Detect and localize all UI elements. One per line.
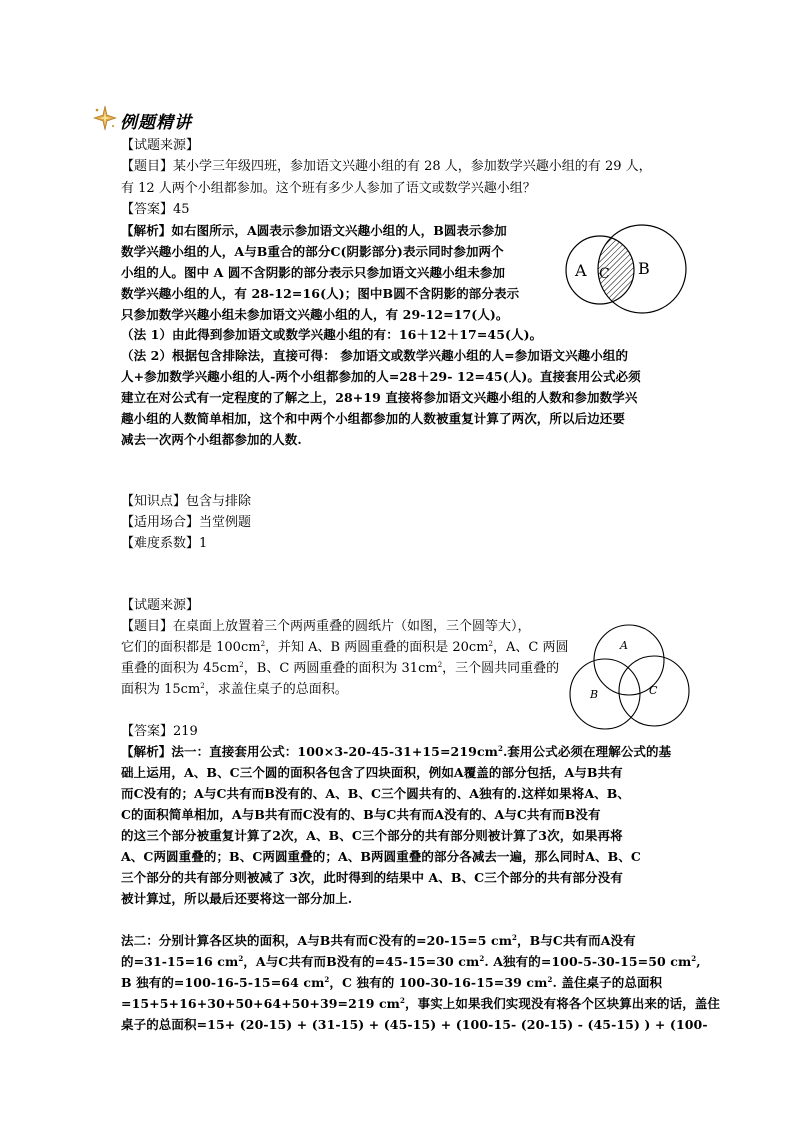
venn-label-a: A bbox=[575, 261, 587, 280]
two-circle-venn-diagram bbox=[560, 222, 690, 316]
p2-analysis-line-2: 础上运用，A、B、C三个圆的面积各包含了四块面积，例如A覆盖的部分包括，A与B共有 bbox=[121, 765, 623, 780]
p2-method-2-line-1: 法二：分别计算各区块的面积，A与B共有而C没有的=20-15=5 $cm^2$，B与C共有而A没有 bbox=[121, 933, 636, 948]
p2-analysis-line-1: 【解析】法一：直接套用公式：$100\times 3-20-45-31+15=219cm^2$.套用公式必须在理解公式的基 bbox=[121, 744, 672, 759]
p1-method-2-line-5: 减去一次两个小组都参加的人数. bbox=[121, 432, 302, 447]
venn-label-b: B bbox=[638, 259, 650, 278]
three-circle-venn-diagram bbox=[568, 622, 696, 734]
section-heading: 例题精讲 bbox=[120, 113, 192, 133]
p2-question-line-2: 它们的面积都是 $100cm^2$，并知 A、B 两圆重叠的面积是 $20cm^2$，A、C 两圆 bbox=[121, 640, 569, 655]
circle-b bbox=[570, 659, 640, 729]
p1-source: 【试题来源】 bbox=[121, 138, 200, 153]
p1-question-line-1: 【题目】某小学三年级四班，参加语文兴趣小组的有 28 人，参加数学兴趣小组的有 29 人， bbox=[121, 159, 652, 174]
p1-difficulty: 【难度系数】1 bbox=[121, 536, 208, 551]
p1-answer: 【答案】45 bbox=[121, 202, 190, 217]
venn-label-c: C bbox=[649, 684, 658, 697]
p2-analysis-line-7: 三个部分的共有部分则被减了 3次，此时得到的结果中 A、B、C三个部分的共有部分没有 bbox=[121, 870, 623, 885]
p1-method-2-line-3: 建立在对公式有一定程度的了解之上，28+19 直接将参加语文兴趣小组的人数和参加数学兴 bbox=[121, 390, 638, 405]
p2-analysis-line-4: C的面积简单相加，A与B共有而C没有的、B与C共有而A没有的、A与C共有而B没有 bbox=[121, 807, 601, 822]
venn-label-c: C bbox=[599, 266, 610, 282]
p1-question-line-2: 有 12 人两个小组都参加。这个班有多少人参加了语文或数学兴趣小组？ bbox=[121, 181, 536, 196]
p2-method-2-line-3: B 独有的=100-16-5-15=64 $cm^2$，C 独有的 100-30-16-15=39 $cm^2$. 盖住桌子的总面积 bbox=[121, 975, 663, 990]
p1-analysis-line-5: 只参加数学兴趣小组未参加语文兴趣小组的人，有 29-12=17(人)。 bbox=[121, 307, 509, 322]
p2-analysis-line-6: A、C两圆重叠的；B、C两圆重叠的；A、B两圆重叠的部分各减去一遍，那么同时A、B、C bbox=[121, 849, 641, 864]
venn-label-a: A bbox=[620, 639, 628, 652]
p2-analysis-line-5: 的这三个部分被重复计算了2次，A、B、C三个部分的共有部分则被计算了3次，如果再将 bbox=[121, 828, 623, 843]
p1-analysis-line-3: 小组的人。图中 A 圆不含阴影的部分表示只参加语文兴趣小组未参加 bbox=[121, 265, 506, 280]
p1-usage: 【适用场合】当堂例题 bbox=[121, 515, 252, 530]
p2-answer: 【答案】219 bbox=[121, 724, 198, 739]
p1-method-2-line-1: （法 2）根据包含排除法，直接可得： 参加语文或数学兴趣小组的人=参加语文兴趣小组的 bbox=[121, 348, 629, 363]
p1-method-2-line-4: 趣小组的人数简单相加，这个和中两个小组都参加的人数被重复计算了两次，所以后边还要 bbox=[121, 411, 626, 426]
p2-source: 【试题来源】 bbox=[121, 598, 200, 613]
p1-method-1: （法 1）由此得到参加语文或数学兴趣小组的有：16＋12＋17=45(人)。 bbox=[121, 327, 543, 342]
p2-method-2-line-4: =15+5+16+30+50+64+50+39=219 $cm^2$，事实上如果我们实现没有将各个区块算出来的话，盖住 bbox=[121, 996, 721, 1011]
p2-method-2-line-5: 桌子的总面积=15+ (20-15) + (31-15) + (45-15) + (100-15- (20-15) - (45-15) ) + (100- bbox=[121, 1017, 708, 1032]
sparkle-icon bbox=[92, 105, 118, 131]
p1-analysis-line-1: 【解析】如右图所示，A圆表示参加语文兴趣小组的人，B圆表示参加 bbox=[121, 223, 507, 238]
p2-question-line-1: 【题目】在桌面上放置着三个两两重叠的圆纸片（如图，三个圆等大）， bbox=[121, 619, 531, 634]
p1-analysis-line-2: 数学兴趣小组的人，A与B重合的部分C(阴影部分)表示同时参加两个 bbox=[121, 244, 504, 259]
p1-knowledge-point: 【知识点】包含与排除 bbox=[121, 494, 252, 509]
p1-method-2-line-2: 人+参加数学兴趣小组的人-两个小组都参加的人=28＋29- 12=45(人)。直接套用公式必须 bbox=[121, 369, 641, 384]
p2-analysis-line-3: 而C没有的；A与C共有而B没有的、A、B、C三个圆共有的、A独有的.这样如果将A、B、 bbox=[121, 786, 630, 801]
p2-question-line-4: 面积为 $15cm^2$，求盖住桌子的总面积。 bbox=[121, 682, 348, 697]
p2-analysis-line-8: 被计算过，所以最后还要将这一部分加上. bbox=[121, 891, 353, 906]
p1-analysis-line-4: 数学兴趣小组的人，有 28-12=16(人)；图中B圆不含阴影的部分表示 bbox=[121, 286, 520, 301]
venn-label-b: B bbox=[590, 688, 599, 701]
p2-method-2-line-2: 的=31-15=16 $cm^2$，A与C共有而B没有的=45-15=30 $cm^2$. A独有的=100-5-30-15=50 $cm^2$, bbox=[121, 954, 701, 969]
p2-question-line-3: 重叠的面积为 $45cm^2$，B、C 两圆重叠的面积为 $31cm^2$，三个圆共同重叠的 bbox=[121, 661, 560, 676]
